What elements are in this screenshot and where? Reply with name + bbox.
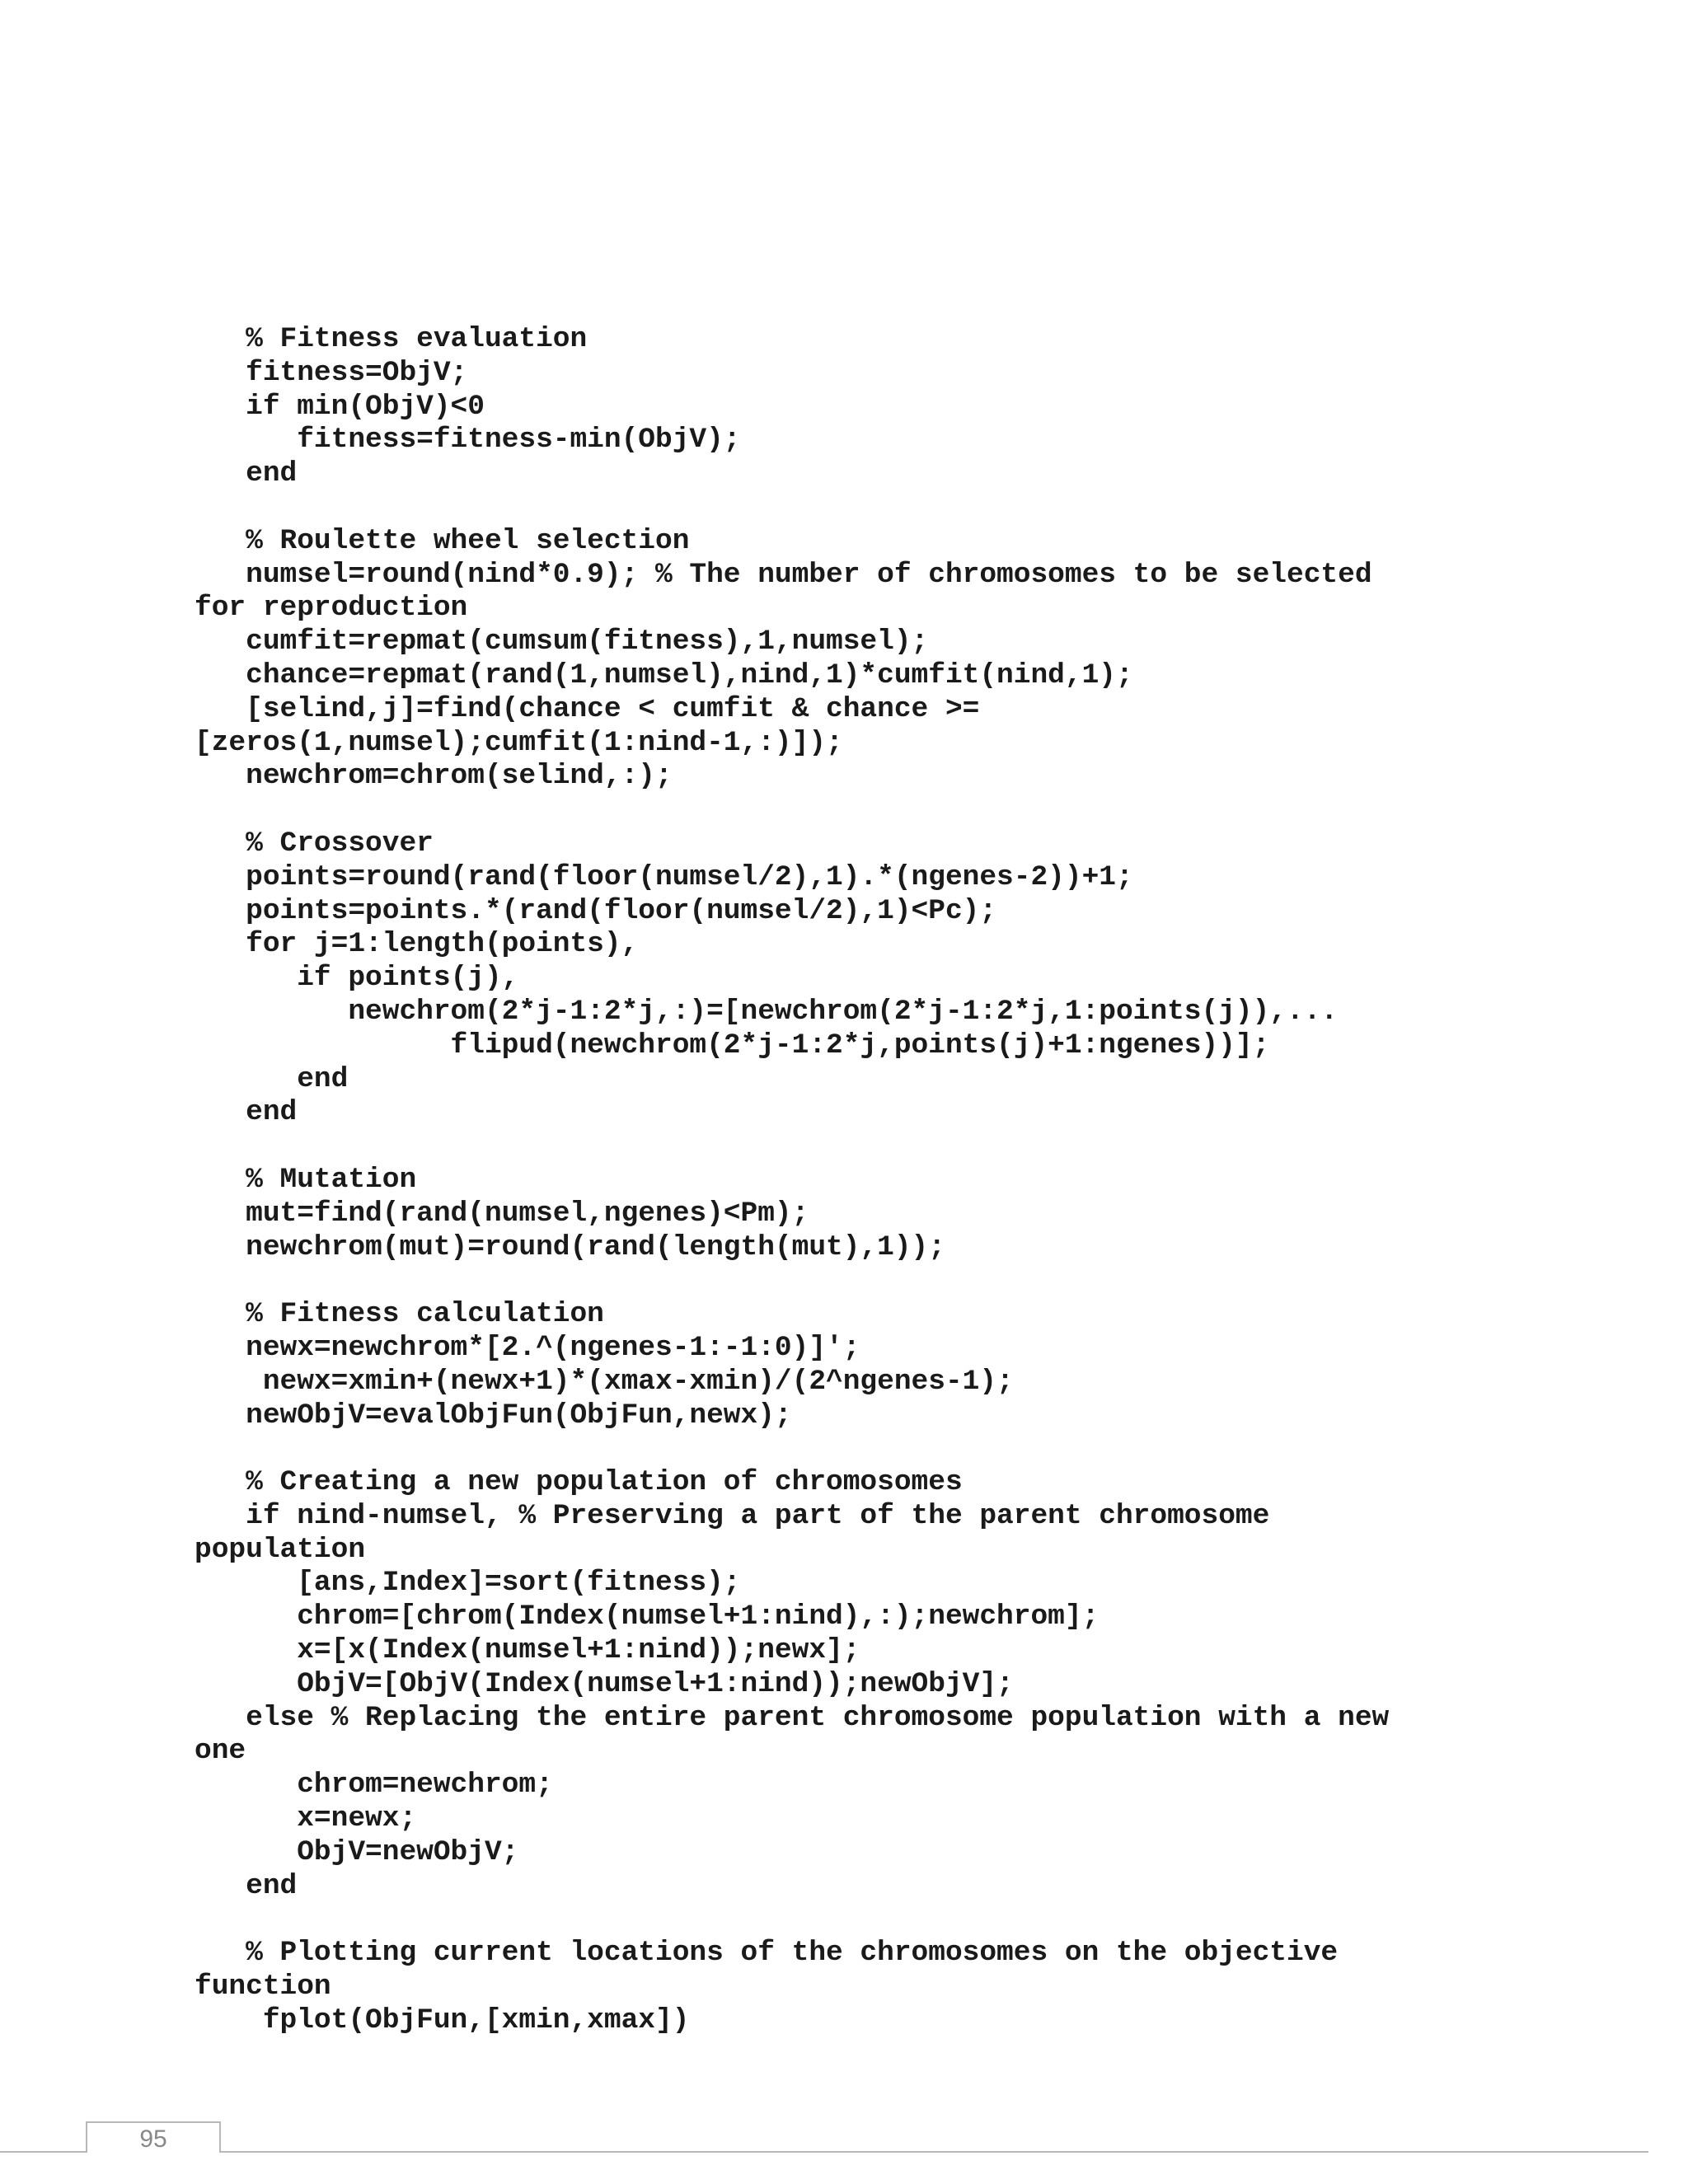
code-line: % Fitness evaluation <box>195 323 588 355</box>
code-line: if nind-numsel, % Preserving a part of the parent chromosome <box>195 1499 1270 1532</box>
code-line: % Mutation <box>195 1163 417 1196</box>
code-line <box>195 491 1389 525</box>
code-line: one <box>195 1735 246 1768</box>
code-line: % Fitness calculation <box>195 1298 604 1331</box>
code-line: function <box>195 1971 331 2004</box>
code-line: for reproduction <box>195 592 468 625</box>
code-line: fitness=fitness-min(ObjV); <box>195 424 741 457</box>
code-line: % Plotting current locations of the chromosomes on the objective <box>195 1937 1339 1970</box>
code-line <box>195 1432 1389 1466</box>
code-line: newchrom(2*j-1:2*j,:)=[newchrom(2*j-1:2*j,1:points(j)),... <box>195 995 1339 1028</box>
code-listing <box>195 323 1389 2038</box>
code-line: chance=repmat(rand(1,numsel),nind,1)*cumfit(nind,1); <box>195 658 1133 691</box>
code-line: end <box>195 1062 349 1095</box>
code-line: ObjV=newObjV; <box>195 1835 519 1868</box>
code-line: cumfit=repmat(cumsum(fitness),1,numsel); <box>195 626 929 658</box>
code-line: % Creating a new population of chromosomes <box>195 1466 963 1499</box>
code-line: for j=1:length(points), <box>195 928 639 961</box>
code-line: % Roulette wheel selection <box>195 524 690 557</box>
code-line: newchrom(mut)=round(rand(length(mut),1)); <box>195 1230 945 1263</box>
code-line: newchrom=chrom(selind,:); <box>195 760 673 793</box>
code-line <box>195 1130 1389 1164</box>
page-number: 95 <box>86 2121 221 2153</box>
code-line: if points(j), <box>195 962 519 995</box>
code-line: % Crossover <box>195 827 434 860</box>
code-line: [selind,j]=find(chance < cumfit & chance >= <box>195 692 980 725</box>
code-line: ObjV=[ObjV(Index(numsel+1:nind));newObjV]; <box>195 1667 1014 1700</box>
code-line: numsel=round(nind*0.9); % The number of chromosomes to be selected <box>195 558 1372 591</box>
code-line: population <box>195 1533 366 1566</box>
code-line: else % Replacing the entire parent chromosome population with a new <box>195 1701 1390 1734</box>
code-line <box>195 794 1389 827</box>
code-line: newObjV=evalObjFun(ObjFun,newx); <box>195 1399 792 1432</box>
code-line: flipud(newchrom(2*j-1:2*j,points(j)+1:ngenes))]; <box>195 1029 1270 1062</box>
code-line: if min(ObjV)<0 <box>195 390 485 423</box>
code-line: fitness=ObjV; <box>195 356 468 389</box>
code-line: [ans,Index]=sort(fitness); <box>195 1567 741 1600</box>
code-line: end <box>195 1869 298 1902</box>
code-line: x=[x(Index(numsel+1:nind));newx]; <box>195 1634 860 1667</box>
code-line: newx=xmin+(newx+1)*(xmax-xmin)/(2^ngenes-1); <box>195 1365 1014 1398</box>
code-line: newx=newchrom*[2.^(ngenes-1:-1:0)]'; <box>195 1331 860 1364</box>
code-line: end <box>195 1096 298 1129</box>
code-line: [zeros(1,numsel);cumfit(1:nind-1,:)]); <box>195 726 843 759</box>
code-line: chrom=[chrom(Index(numsel+1:nind),:);newchrom]; <box>195 1601 1100 1633</box>
code-line <box>195 1264 1389 1298</box>
code-line: fplot(ObjFun,[xmin,xmax]) <box>195 2004 690 2036</box>
code-line: chrom=newchrom; <box>195 1769 553 1802</box>
footer-rule <box>0 2151 1648 2153</box>
code-line <box>195 1903 1389 1937</box>
code-line: points=round(rand(floor(numsel/2),1).*(ngenes-2))+1; <box>195 860 1133 893</box>
code-line: mut=find(rand(numsel,ngenes)<Pm); <box>195 1197 809 1230</box>
code-line: end <box>195 457 298 490</box>
code-line: points=points.*(rand(floor(numsel/2),1)<Pc); <box>195 894 997 927</box>
code-line: x=newx; <box>195 1802 417 1835</box>
